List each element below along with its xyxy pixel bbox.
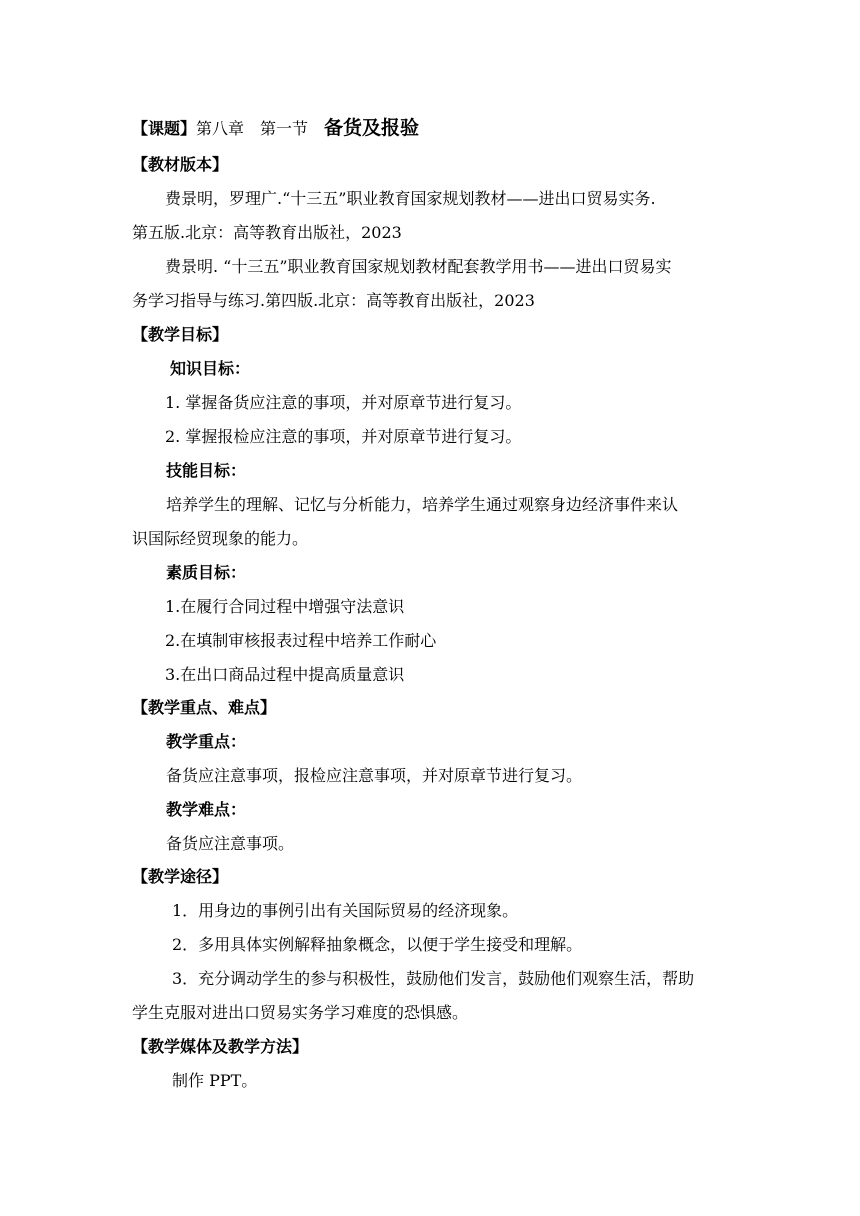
knowledge-heading: 知识目标： [170, 359, 251, 378]
title-main: 备货及报验 [324, 117, 420, 139]
textbook-line: 费景明. “十三五”职业教育国家规划教材配套教学用书——进出口贸易实 [165, 257, 672, 276]
lesson-title-line [132, 117, 419, 140]
difficulty-text: 备货应注意事项。 [166, 834, 295, 853]
approach-item: 2．多用具体实例解释抽象概念，以便于学生接受和理解。 [172, 935, 583, 954]
approach-item: 3．充分调动学生的参与积极性，鼓励他们发言，鼓励他们观察生活，帮助 [172, 969, 695, 988]
approach-heading: 【教学途径】 [132, 867, 229, 886]
quality-item: 2.在填制审核报表过程中培养工作耐心 [165, 631, 437, 650]
skill-text: 培养学生的理解、记忆与分析能力，培养学生通过观察身边经济事件来认 [166, 495, 679, 514]
approach-item: 1．用身边的事例引出有关国际贸易的经济现象。 [172, 901, 519, 920]
goals-heading: 【教学目标】 [132, 325, 229, 344]
media-heading: 【教学媒体及教学方法】 [132, 1037, 309, 1056]
textbook-line: 费景明，罗理广.“十三五”职业教育国家规划教材——进出口贸易实务. [165, 189, 656, 208]
quality-item: 3.在出口商品过程中提高质量意识 [165, 665, 405, 684]
media-text: 制作 PPT。 [172, 1071, 258, 1090]
difficulty-heading: 教学难点： [166, 800, 247, 819]
knowledge-item: 1. 掌握备货应注意的事项，并对原章节进行复习。 [165, 393, 522, 412]
title-chapter: 第八章 第一节 [196, 119, 325, 138]
focus-text: 备货应注意事项，报检应注意事项，并对原章节进行复习。 [166, 766, 583, 785]
skill-heading: 技能目标： [166, 461, 247, 480]
title-label: 【课题】 [132, 119, 197, 138]
quality-item: 1.在履行合同过程中增强守法意识 [165, 597, 405, 616]
approach-item: 学生克服对进出口贸易实务学习难度的恐惧感。 [132, 1003, 469, 1022]
textbook-line: 务学习指导与练习.第四版.北京：高等教育出版社，2023 [132, 291, 535, 310]
knowledge-item: 2. 掌握报检应注意的事项，并对原章节进行复习。 [165, 427, 522, 446]
quality-heading: 素质目标： [166, 563, 247, 582]
textbook-line: 第五版.北京：高等教育出版社，2023 [132, 223, 402, 242]
focus-heading: 教学重点： [166, 732, 247, 751]
key-points-heading: 【教学重点、难点】 [132, 698, 277, 717]
skill-text: 识国际经贸现象的能力。 [132, 529, 309, 548]
textbook-heading: 【教材版本】 [132, 155, 229, 174]
